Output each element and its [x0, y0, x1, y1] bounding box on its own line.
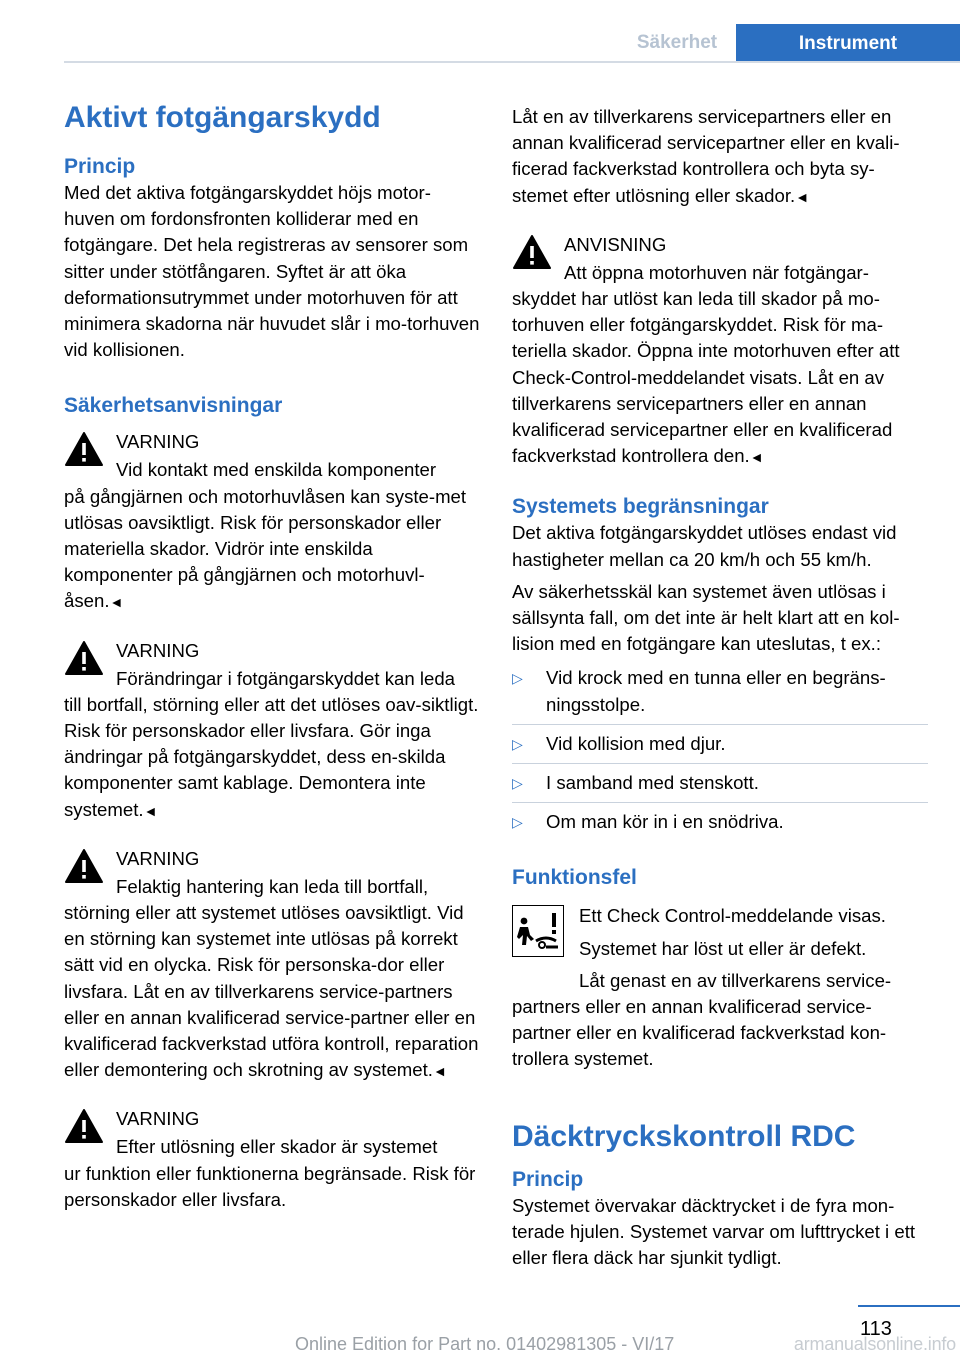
end-mark: ◄ — [749, 449, 764, 466]
list-item: ▷ Om man kör in i en snödriva. — [512, 809, 928, 841]
warning-block — [64, 427, 480, 615]
bullet-triangle-icon: ▷ — [512, 814, 523, 831]
fault-line: Låt genast en av tillverkarens service- — [579, 969, 892, 991]
warning-first-line: Efter utlösning eller skador är systemet — [116, 1136, 438, 1158]
fault-text: partners eller en annan kvalificerad service-partner eller en kvalificerad fackverkstad kon-trollera systemet. — [512, 996, 887, 1070]
tab-chapter-instrument[interactable]: Instrument — [736, 24, 960, 63]
fault-line: Ett Check Control-meddelande visas. — [579, 905, 886, 927]
footer-divider — [858, 1305, 960, 1307]
notice-block — [512, 230, 928, 471]
rdc-principle-heading: Princip — [512, 1167, 584, 1191]
warning-block — [64, 844, 480, 1085]
warning-triangle-icon — [64, 640, 104, 676]
end-mark: ◄ — [432, 1063, 447, 1080]
warning-first-line: Felaktig hantering kan leda till bortfall, — [116, 875, 429, 897]
principle-heading: Princip — [64, 155, 136, 178]
notice-text: skyddet har utlöst kan leda till skador på mo-torhuven eller fotgängarskyddet. Risk för ma-teriella skador. Öppna inte motorhuven efter att Check-Control-meddelandet visats. Låt en av tillverkarens servicepartners eller en annan kvalificerad servicepartner eller en kvalificerad fackverkstad kontrollera den.◄ — [512, 288, 900, 467]
right-column — [512, 104, 928, 1271]
warning-label: VARNING — [116, 431, 200, 453]
rdc-title: Däcktryckskontroll RDC — [512, 1119, 856, 1153]
safety-heading: Säkerhetsanvisningar — [64, 394, 283, 418]
bullet-triangle-icon: ▷ — [512, 775, 523, 792]
warning-triangle-icon — [64, 848, 104, 884]
warning-first-line: Vid kontakt med enskilda komponenter — [116, 459, 437, 481]
warning-label: VARNING — [116, 1108, 200, 1130]
principle-paragraph: Med det aktiva fotgängarskyddet höjs motor-huven om fordonsfronten kolliderar med en fotgängare. Det hela registreras av sensorer som sitter under stötfångaren. Syftet är att öka deformationsutrymmet under motorhuven för att minimera skadorna när huvudet slår i mo-torhuven vid kollisionen. — [64, 182, 480, 361]
notice-label: ANVISNING — [564, 233, 667, 255]
warning-block — [64, 1104, 480, 1213]
fault-heading: Funktionsfel — [512, 866, 637, 890]
limits-heading: Systemets begränsningar — [512, 495, 769, 519]
header-divider — [64, 61, 960, 63]
fault-block — [512, 903, 928, 1072]
warning-text: störning eller att systemet utlöses oavsiktligt. Vid en störning kan systemet inte utlösas på korrekt sätt vid en olycka. Risk för personska-dor eller livsfara. Låt en av tillverkarens service-partners eller en annan kvalificerad service-partner eller en kvalificerad fackverkstad utföra kontroll, reparation eller demontering och skrotning av systemet.◄ — [64, 902, 479, 1081]
continued-paragraph: Låt en av tillverkarens servicepartners eller en annan kvalificerad servicepartner eller en kvali-ficerad fackverkstad kontrollera och byta sy-stemet efter utlösning eller skador.◄ — [512, 106, 900, 206]
bullet-triangle-icon: ▷ — [512, 735, 523, 752]
warning-triangle-icon — [512, 234, 552, 270]
bullet-triangle-icon: ▷ — [512, 670, 523, 687]
page-number: 113 — [860, 1318, 892, 1340]
list-item: ▷ I samband med stenskott. — [512, 770, 928, 803]
warning-block — [64, 636, 480, 824]
left-column — [64, 100, 480, 1213]
limits-paragraph: Av säkerhetsskäl kan systemet även utlösas i sällsynta fall, om det inte är helt klart att en kol-lision med en fotgängare kan uteslutas, t ex.: — [512, 580, 900, 655]
warning-triangle-icon — [64, 1108, 104, 1144]
notice-first-line: Att öppna motorhuven när fotgängar- — [564, 261, 869, 283]
fault-line: Systemet har löst ut eller är defekt. — [579, 937, 867, 959]
warning-text: på gångjärnen och motorhuvlåsen kan syste-met utlösas oavsiktligt. Risk för personskador eller materiella skador. Vidrör inte enskilda komponenter på gångjärnen och motorhuvl-åsen.◄ — [64, 485, 467, 612]
section-title: Aktivt fotgängarskydd — [64, 101, 381, 134]
warning-label: VARNING — [116, 847, 200, 869]
tab-section-sakerhet[interactable]: Säkerhet — [636, 32, 718, 53]
warning-label: VARNING — [116, 639, 200, 661]
end-mark: ◄ — [143, 802, 158, 819]
pedestrian-protection-fault-icon — [512, 905, 564, 957]
rdc-principle-paragraph: Systemet övervakar däcktrycket i de fyra mon-terade hjulen. Systemet varvar om lufttrycket i ett eller flera däck har sjunkit tydligt. — [512, 1194, 916, 1269]
end-mark: ◄ — [795, 188, 810, 205]
warning-text: till bortfall, störning eller att det utlöses oav-siktligt. Risk för personskador eller livsfara. Gör inga ändringar på fotgängarskyddet, dess en-skilda komponenter samt kablage. Demontera inte systemet.◄ — [64, 693, 479, 820]
watermark: armanualsonline.info — [793, 1334, 956, 1354]
list-item: ▷ Vid kollision med djur. — [512, 731, 928, 764]
limits-list — [512, 665, 928, 841]
list-item: ▷ Vid krock med en tunna eller en begräns-ningsstolpe. — [512, 665, 928, 724]
warning-triangle-icon — [64, 431, 104, 467]
warning-first-line: Förändringar i fotgängarskyddet kan leda — [116, 667, 456, 689]
footer-edition: Online Edition for Part no. 01402981305 - VI/17 — [295, 1334, 675, 1354]
warning-text: ur funktion eller funktionerna begränsade. Risk för personskador eller livsfara. — [64, 1162, 476, 1210]
limits-paragraph: Det aktiva fotgängarskyddet utlöses endast vid hastigheter mellan ca 20 km/h och 55 km/h. — [512, 522, 897, 570]
end-mark: ◄ — [109, 594, 124, 611]
